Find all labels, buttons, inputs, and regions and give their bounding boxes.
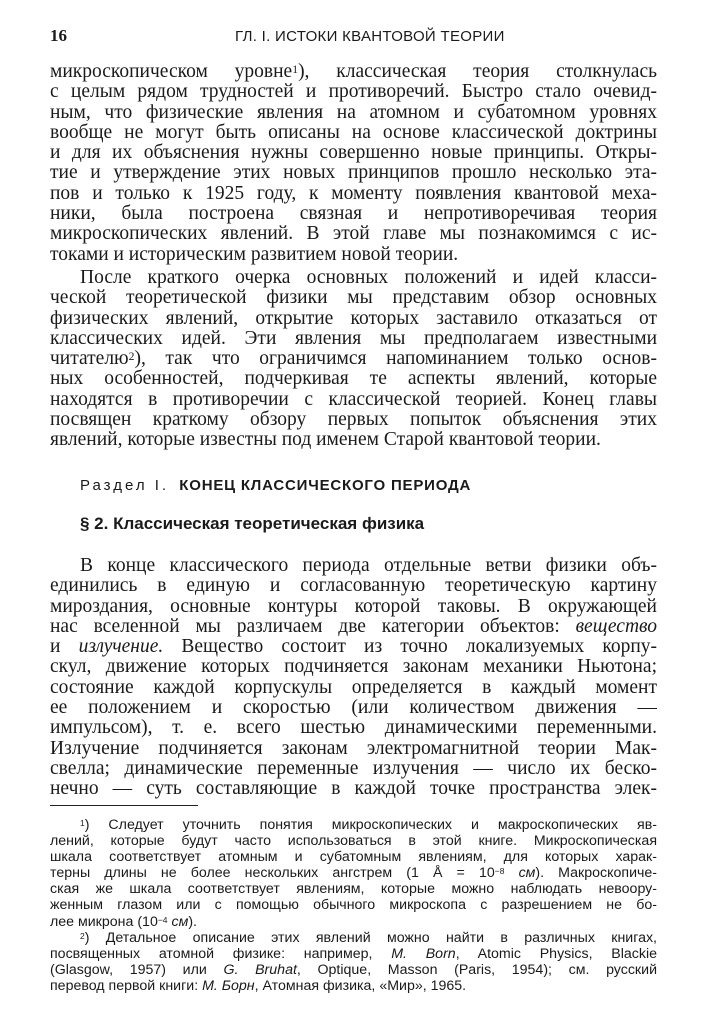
text-segment: ), так что ограничимся напоминанием только основ- bbox=[134, 349, 657, 370]
text-line: шкала соответствует атомным и субатомным явлениям, для которых харак- bbox=[50, 849, 657, 866]
text-segment: , Атомная физика, «Мир», 1965. bbox=[254, 977, 467, 994]
paragraph-2 bbox=[50, 268, 657, 451]
text-line bbox=[50, 62, 657, 82]
text-line: с целым рядом трудностей и противоречий. Быстро стало очевид- bbox=[50, 82, 657, 103]
text-line: классических идей. Эти явления мы предполагаем известными bbox=[50, 328, 657, 349]
paragraph-3 bbox=[50, 556, 657, 800]
footnote-marker: −8 bbox=[494, 866, 505, 877]
emphasis: вещество bbox=[575, 616, 657, 637]
text-line: скул, движение которых подчиняется законам механики Ньютона; bbox=[50, 657, 657, 678]
text-segment: терны длины не более нескольких ангстрем (1 Å = 10 bbox=[50, 865, 495, 882]
emphasis: см bbox=[171, 913, 189, 930]
emphasis: M. Born bbox=[391, 945, 456, 962]
text-line bbox=[50, 349, 657, 369]
emphasis: G. Bruhat bbox=[223, 961, 297, 978]
text-line: токами и историческим развитием новой теории. bbox=[50, 244, 459, 265]
text-line: вообще не могут быть описаны на основе классической доктрины bbox=[50, 122, 657, 143]
footnote-marker: 2 bbox=[80, 930, 85, 941]
text-line: ным, что физические явления на атомном и субатомном уровнях bbox=[50, 102, 657, 123]
section-heading bbox=[80, 477, 471, 494]
text-segment: (Glasgow, 1957) или bbox=[50, 961, 224, 978]
text-line: состояние каждой корпускулы определяется в каждый момент bbox=[50, 677, 657, 698]
section-label: Раздел I. bbox=[80, 477, 170, 494]
page-number: 16 bbox=[50, 26, 67, 45]
text-line: ческой теоретической физики мы представим обзор основных bbox=[50, 288, 657, 309]
text-line bbox=[50, 637, 657, 657]
text-segment: ). bbox=[188, 913, 197, 930]
text-line: свелла; динамические переменные излучения — число их беско- bbox=[50, 758, 657, 779]
paragraph-heading: § 2. Классическая теоретическая физика bbox=[80, 514, 425, 533]
text-line bbox=[50, 930, 657, 946]
text-line: единились в единую и согласованную теоретическую картину bbox=[50, 576, 657, 597]
text-line: тие и утверждение этих новых принципов прошло несколько эта- bbox=[50, 163, 657, 184]
emphasis: см bbox=[518, 865, 536, 882]
text-line: ская же шкала соответствует явлениям, которые можно наблюдать невоору- bbox=[50, 881, 657, 898]
text-line bbox=[50, 817, 657, 833]
text-segment: , Optique, Masson (Paris, 1954); см. русский bbox=[296, 961, 657, 978]
text-segment: микроскопическом уровне bbox=[50, 62, 293, 82]
footnote-marker: 1 bbox=[292, 63, 299, 76]
footnote-marker: 2 bbox=[128, 350, 135, 364]
text-segment: нас вселенной мы различаем две категории объектов: bbox=[50, 616, 576, 637]
text-line: Излучение подчиняется законам электромагнитной теории Мак- bbox=[50, 738, 657, 759]
section-title: КОНЕЦ КЛАССИЧЕСКОГО ПЕРИОДА bbox=[179, 477, 472, 494]
text-line: лений, которые будут часто использоваться в этой книге. Микроскопическая bbox=[50, 833, 657, 850]
text-line bbox=[50, 978, 657, 994]
text-line: ных особенностей, подчеркивая те аспекты явлений, которые bbox=[50, 369, 657, 390]
emphasis: М. Борн bbox=[202, 977, 255, 994]
text-segment: лее микрона (10 bbox=[50, 913, 158, 930]
text-segment: ). Макроскопиче- bbox=[535, 865, 657, 882]
text-line: ники, была построена связная и непротиворечивая теория bbox=[50, 204, 657, 225]
text-line: микроскопических явлений. В этой главе мы познакомимся с ис- bbox=[50, 224, 657, 245]
footnote-marker: −4 bbox=[157, 914, 168, 925]
text-line: явлений, которые известны под именем Старой квантовой теории. bbox=[50, 430, 601, 451]
text-line: находятся в противоречии с классической теорией. Конец главы bbox=[50, 389, 657, 410]
text-segment: ) Детальное описание этих явлений можно найти в различных книгах, bbox=[84, 929, 657, 946]
paragraph-1 bbox=[50, 62, 657, 265]
text-line: После краткого очерка основных положений и идей класси- bbox=[80, 268, 657, 288]
footnotes bbox=[50, 817, 657, 994]
text-line: и для их объяснения нужны совершенно новые принципы. Откры- bbox=[50, 143, 657, 164]
text-line: пов и только к 1925 году, к моменту появления квантовой меха- bbox=[50, 183, 657, 204]
text-segment: , Atomic Physics, Blackie bbox=[455, 945, 657, 962]
text-line: нечно — суть составляющие в каждой точке пространства элек- bbox=[50, 779, 657, 800]
text-segment: перевод первой книги: bbox=[50, 977, 203, 994]
text-line bbox=[50, 962, 657, 978]
running-title: ГЛ. I. ИСТОКИ КВАНТОВОЙ ТЕОРИИ bbox=[235, 28, 505, 45]
text-line bbox=[50, 946, 657, 962]
text-line: посвящен краткому обзору первых попыток объяснения этих bbox=[50, 410, 657, 431]
text-segment: ), классическая теория столкнулась bbox=[298, 62, 657, 82]
text-line: женным глазом или с помощью обычного микроскопа с разрешением не бо- bbox=[50, 897, 657, 914]
text-line bbox=[50, 617, 657, 637]
text-line: мироздания, основные контуры которой таковы. В окружающей bbox=[50, 596, 657, 617]
emphasis: излучение. bbox=[78, 637, 164, 658]
text-line: ее положением и скоростью (или количеством движения — bbox=[50, 698, 657, 719]
text-segment: Вещество состоит из точно локализуемых корпу- bbox=[163, 637, 657, 658]
text-line: импульсом), т. е. всего шестью динамическими переменными. bbox=[50, 718, 657, 739]
text-segment: ) Следует уточнить понятия микроскопических и макроскопических яв- bbox=[84, 817, 657, 833]
footnote-rule bbox=[50, 805, 198, 806]
text-line: В конце классического периода отдельные ветви физики объ- bbox=[80, 556, 657, 576]
text-line bbox=[50, 914, 657, 930]
text-line: физических явлений, открытие которых заставило отказаться от bbox=[50, 308, 657, 329]
text-segment bbox=[504, 865, 518, 881]
text-segment: посвященных атомной физике: например, bbox=[50, 945, 392, 962]
text-segment: и bbox=[50, 637, 79, 658]
text-line bbox=[50, 865, 657, 881]
text-segment: читателю bbox=[50, 349, 129, 370]
footnote-marker: 1 bbox=[80, 818, 85, 828]
